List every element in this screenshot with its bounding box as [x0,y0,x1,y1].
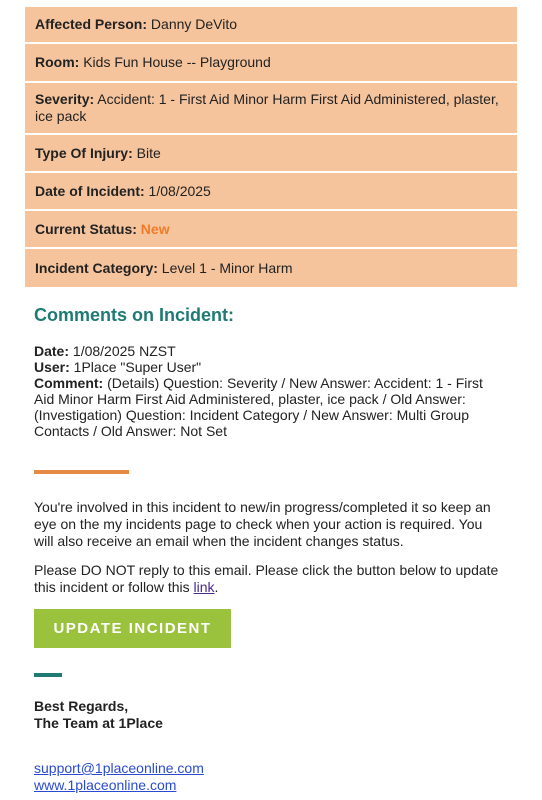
signoff [34,698,163,732]
row-type-of-injury [25,135,517,173]
comment-text-label: Comment: [34,375,104,391]
affected-person-label: Affected Person: [35,16,148,32]
incident-category-value: Level 1 - Minor Harm [157,259,293,276]
incident-details-table [25,7,517,287]
signoff-team: The Team at 1Place [34,715,163,731]
room-label: Room: [35,54,80,70]
comment-user-value: 1Place "Super User" [69,359,202,375]
reply-instructions [34,562,504,596]
date-of-incident-label: Date of Incident: [35,182,145,199]
support-email-link[interactable]: support@1placeonline.com [34,760,204,776]
reply-instructions-text: Please DO NOT reply to this email. Please click the button below to update this incident or follow this [34,562,499,595]
comment-date-value: 1/08/2025 NZST [69,343,176,359]
severity-label: Severity: [35,91,95,107]
incident-category-label: Incident Category: [35,259,158,276]
reply-instructions-end: . [214,579,219,595]
severity-value: Accident: 1 - First Aid Minor Harm First Aid Administered, plaster, ice pack [35,91,499,124]
room-value: Kids Fun House -- Playground [79,54,271,70]
teal-divider [34,673,62,677]
affected-person-value: Danny DeVito [147,16,238,32]
comment-user-label: User: [34,359,70,375]
current-status-label: Current Status: [35,220,137,237]
orange-divider [34,470,129,474]
type-of-injury-label: Type Of Injury: [35,144,133,161]
update-incident-button[interactable]: UPDATE INCIDENT [34,609,231,648]
involvement-message: You're involved in this incident to new/in progress/completed it so keep an eye on the my incidents page to check when your action is required. You will also receive an email when the incident changes status. [34,499,491,549]
type-of-injury-value: Bite [132,144,161,161]
row-incident-category [25,249,517,287]
status-badge: New [136,220,170,237]
row-severity [25,83,517,135]
row-affected-person [25,7,517,44]
comment-block [34,343,504,439]
incident-link[interactable]: link [193,579,215,595]
comment-text-value: (Details) Question: Severity / New Answer: Accident: 1 - First Aid Minor Harm First Aid Administered, plaster, ice pack / Old Answer: (Investigation) Question: Incident Category / New Answer: Multi Group Contacts / Old Answer: Not Set [34,375,483,439]
date-of-incident-value: 1/08/2025 [144,182,211,199]
row-date-of-incident [25,173,517,211]
contact-links [34,760,204,794]
row-room [25,44,517,83]
signoff-greeting: Best Regards, [34,698,129,714]
comment-date-label: Date: [34,343,70,359]
website-link[interactable]: www.1placeonline.com [34,777,177,793]
row-current-status [25,211,517,249]
comments-heading: Comments on Incident: [34,305,235,325]
